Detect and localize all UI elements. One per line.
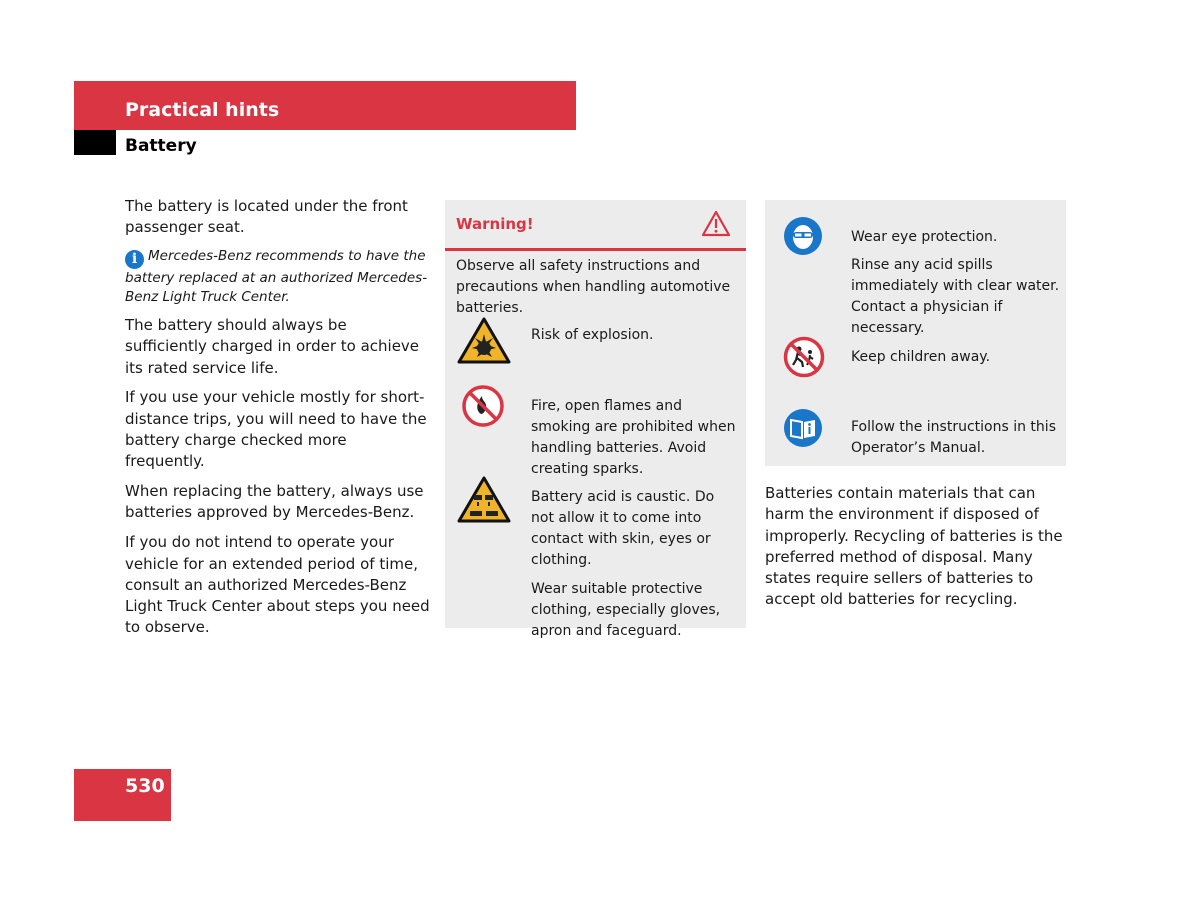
no-flames-icon [461, 384, 505, 432]
safety-item-text: Keep children away. [851, 349, 991, 365]
note-text: Mercedes-Benz recommends to have the battery replaced at an authorized Mercedes-Benz Light Truck Center. [125, 248, 428, 305]
charge-paragraph: The battery should always be sufficiently charged in order to achieve its rated service life. [125, 316, 420, 377]
storage-paragraph: If you do not intend to operate your vehicle for an extended period of time, consult an authorized Mercedes-Benz Light Truck Center about steps you need to observe. [125, 533, 430, 637]
replacement-paragraph: When replacing the battery, always use batteries approved by Mercedes-Benz. [125, 482, 424, 522]
explosion-icon [457, 316, 511, 368]
section-title: Practical hints [125, 99, 280, 121]
left-column [125, 196, 430, 647]
safety-symbols-box [765, 200, 1066, 466]
keep-children-away-icon [783, 336, 825, 382]
warning-intro: Observe all safety instructions and precautions when handling automotive batteries. [456, 258, 731, 316]
manual-icon [783, 408, 823, 452]
recycling-paragraph: Batteries contain materials that can harm the environment if disposed of improperly. Recycling of batteries is the preferred method of disposal. Many states require sellers of batteries to accept old batteries for recycling. [765, 484, 1063, 609]
safety-item-text: Follow the instructions in this Operator’s Manual. [851, 419, 1056, 456]
warning-header [445, 200, 746, 251]
battery-location-paragraph: The battery is located under the front passenger seat. [125, 197, 408, 237]
warning-label: Warning! [456, 215, 534, 233]
rinse-acid-text: Rinse any acid spills immediately with clear water. Contact a physician if necessary. [851, 257, 1060, 336]
section-marker [74, 130, 116, 155]
warning-box [445, 200, 746, 639]
safety-item-text-group [851, 227, 1063, 346]
page-subheading: Battery [125, 136, 197, 156]
short-trips-paragraph: If you use your vehicle mostly for short-distance trips, you will need to have the battery charge checked more frequently. [125, 388, 427, 471]
eye-protection-text: Wear eye protection. [851, 229, 998, 245]
acid-caustic-text: Battery acid is caustic. Do not allow it to come into contact with skin, eyes or clothing. [531, 489, 715, 568]
warning-item-text: Fire, open flames and smoking are prohibited when handling batteries. Avoid creating sparks. [531, 398, 736, 477]
info-icon: i [125, 250, 144, 269]
eye-protection-icon [783, 216, 823, 260]
warning-triangle-icon [701, 210, 731, 241]
recommendation-note [125, 247, 430, 306]
protective-clothing-text: Wear suitable protective clothing, especially gloves, apron and faceguard. [531, 580, 721, 639]
warning-item-text: Risk of explosion. [531, 327, 654, 343]
corrosive-icon [457, 475, 511, 527]
page-number: 530 [125, 775, 165, 797]
warning-item-text-group [531, 487, 741, 649]
